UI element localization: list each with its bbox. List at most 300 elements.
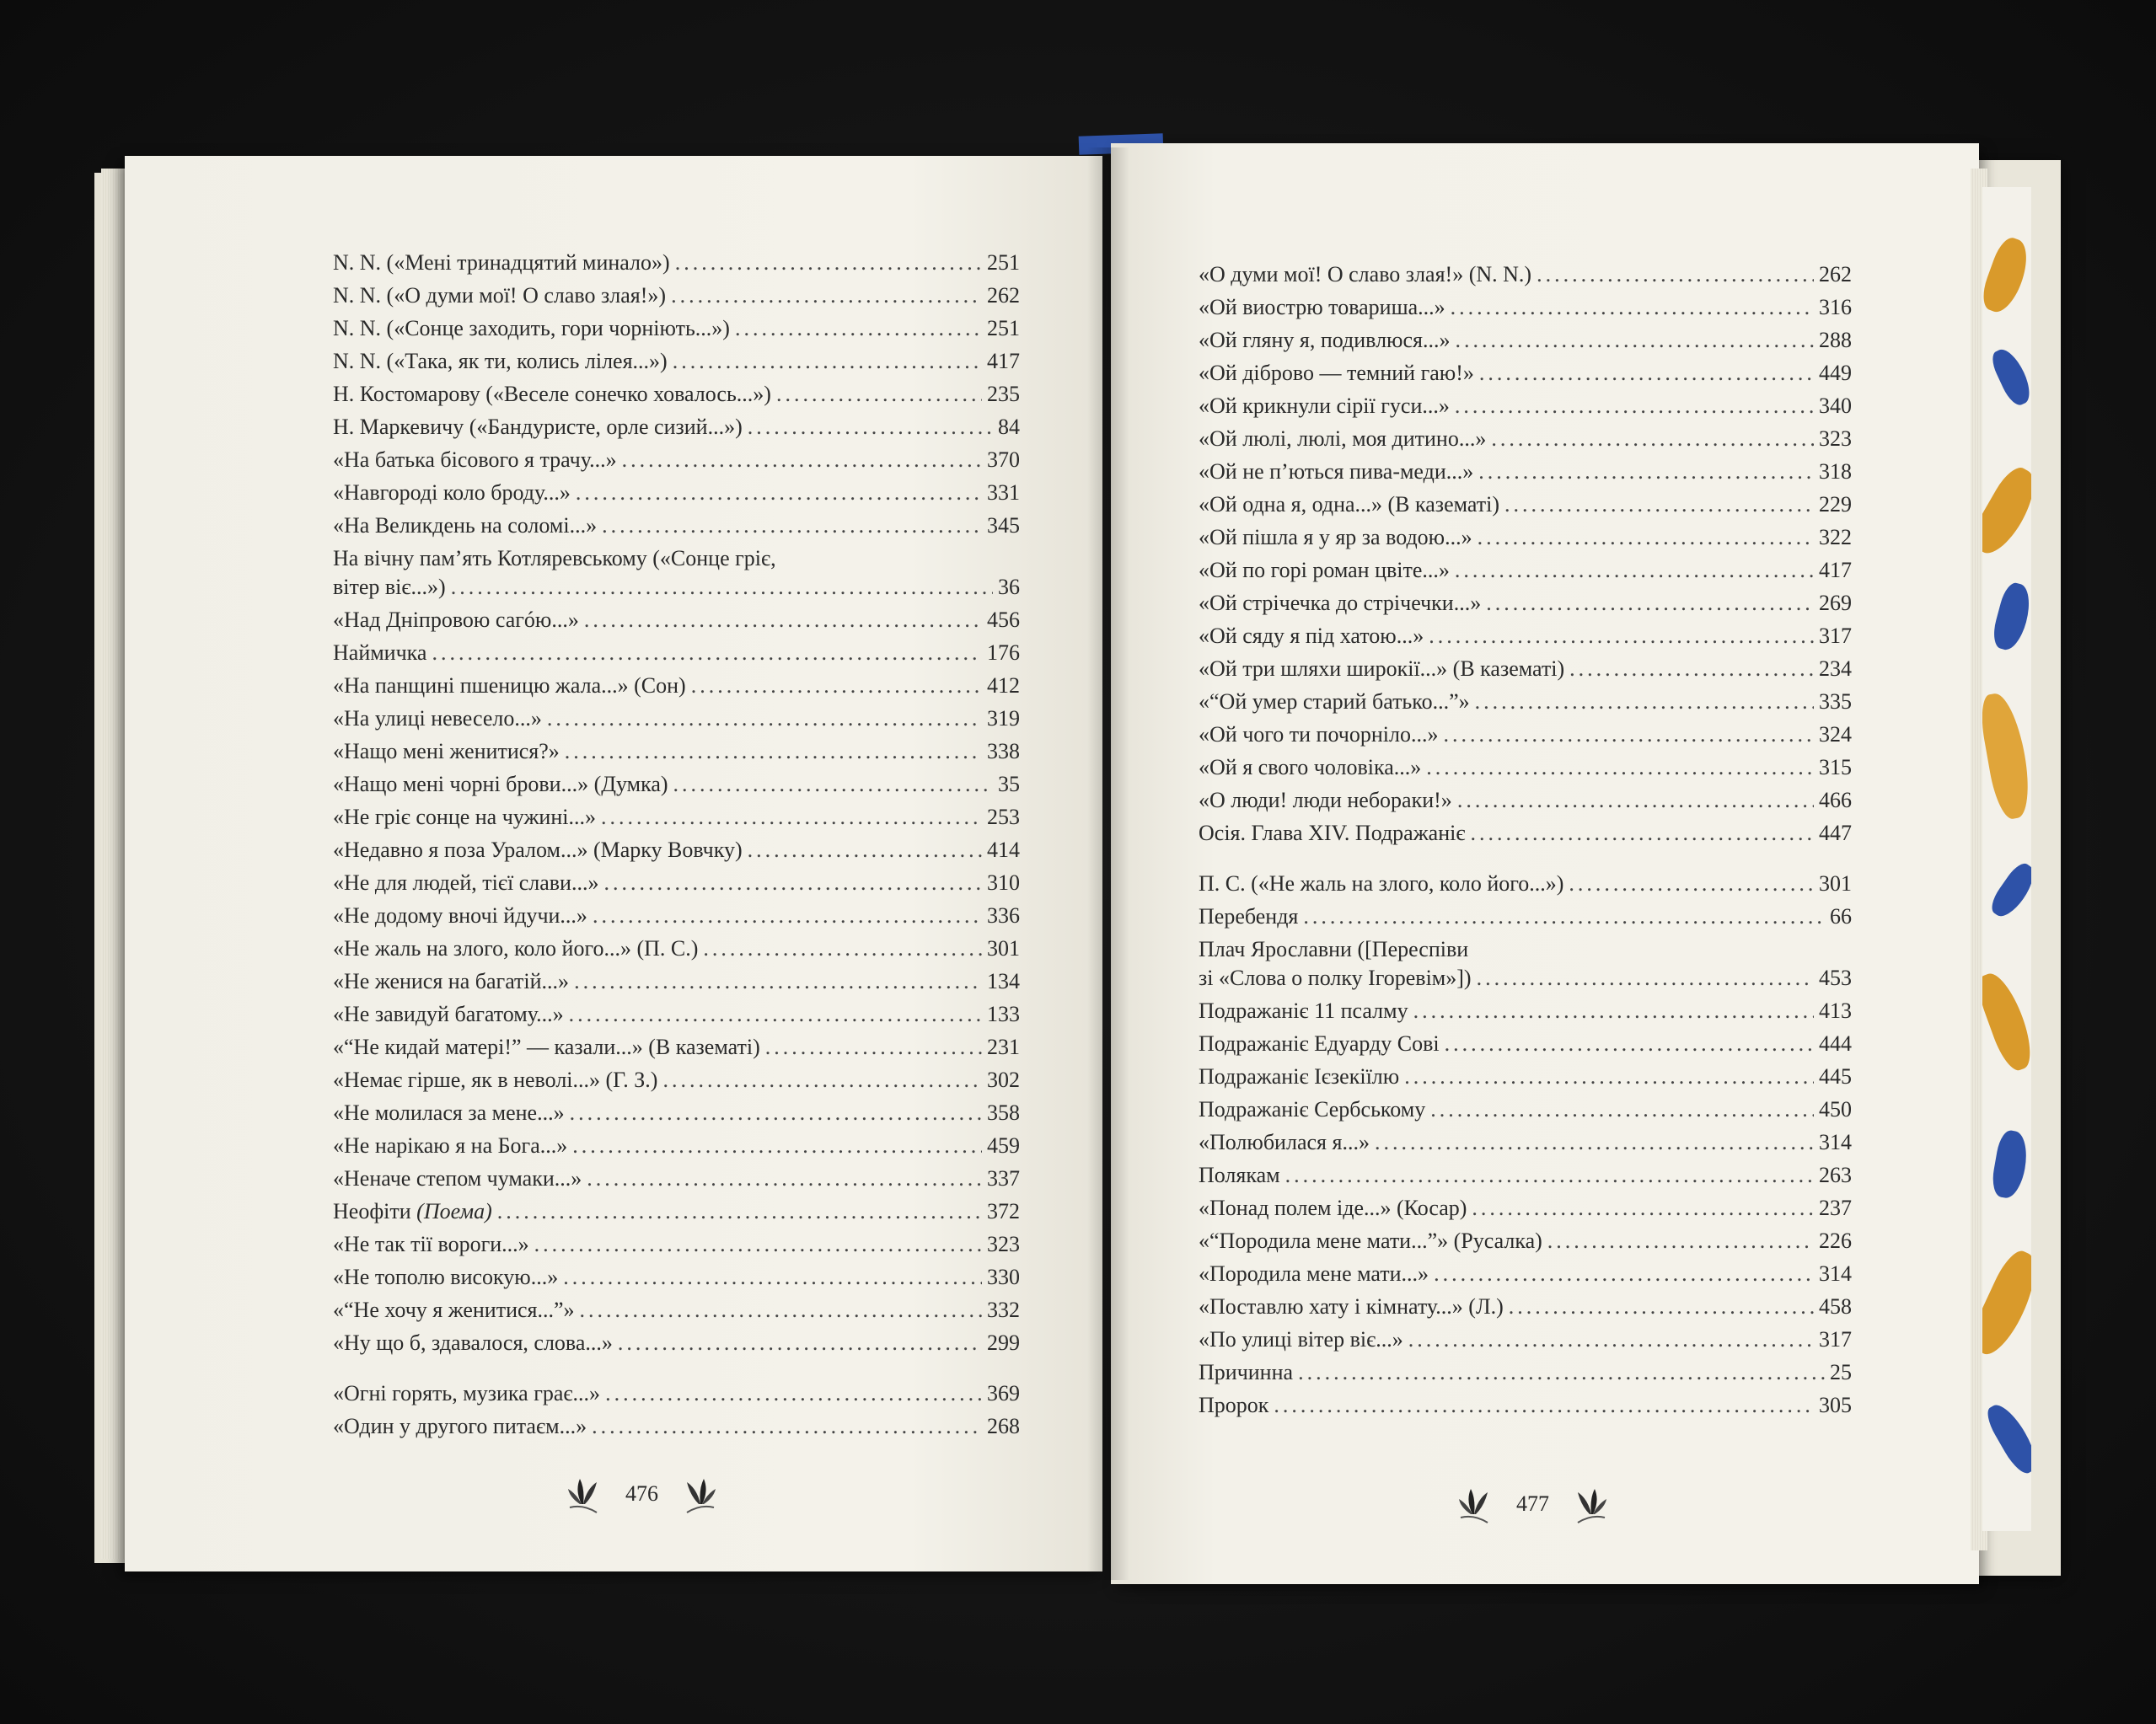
entry-page-number: 234 <box>1819 656 1852 681</box>
entry-title <box>1199 324 1450 356</box>
entry-page-number: 133 <box>987 1002 1020 1026</box>
entry-title <box>333 1129 567 1162</box>
entry-title <box>1199 356 1474 389</box>
index-entry <box>1199 258 1852 291</box>
entry-title-text: «Не нарікаю я на Бога...» <box>333 1133 568 1158</box>
entry-title <box>333 636 426 669</box>
index-entry <box>1199 324 1852 356</box>
index-list-right <box>1199 258 1852 1421</box>
entry-title-text: «Ой не п’ються пива-меди...» <box>1199 459 1474 484</box>
entry-page-number: 453 <box>1819 966 1852 990</box>
dot-leader <box>1303 900 1825 933</box>
dot-leader <box>603 866 982 899</box>
index-entry <box>1199 1191 1852 1224</box>
entry-page-number: 176 <box>987 640 1020 665</box>
entry-title-text: «О думи мої! О славо злая!» (N. N.) <box>1199 262 1532 286</box>
index-entry <box>333 246 1020 279</box>
dot-leader <box>671 279 982 312</box>
entry-title-text: Подражаніє Сербському <box>1199 1097 1426 1122</box>
entry-title-text: «Породила мене мати...» <box>1199 1261 1429 1286</box>
entry-title-text: «Ой по горі роман цвіте...» <box>1199 558 1450 582</box>
entry-page-number: 372 <box>987 1199 1020 1223</box>
entry-title <box>1199 1027 1440 1060</box>
entry-title <box>333 1031 760 1063</box>
index-entry <box>333 443 1020 476</box>
entry-page-number: 229 <box>1819 492 1852 517</box>
dot-leader <box>563 1261 982 1293</box>
entry-page-number: 338 <box>987 739 1020 763</box>
entry-page-number: 310 <box>987 870 1020 895</box>
index-list-left <box>333 246 1020 1443</box>
entry-title-text: «Ой я свого чоловіка...» <box>1199 755 1422 779</box>
entry-title-text: «Ой виострю товариша...» <box>1199 295 1445 319</box>
entry-page-number: 414 <box>987 838 1020 862</box>
entry-title-text: «Не додому вночі йдучи...» <box>333 903 587 928</box>
entry-title <box>333 932 698 965</box>
entry-title <box>1199 258 1531 291</box>
dot-leader <box>601 800 982 833</box>
dot-leader <box>1429 619 1814 652</box>
entry-title-text: Наймичка <box>333 640 427 665</box>
dot-leader <box>1274 1389 1814 1421</box>
entry-page-number: 226 <box>1819 1229 1852 1253</box>
entry-title-text: «Не молилася за мене...» <box>333 1100 565 1125</box>
entry-title <box>1199 422 1486 455</box>
entry-title-text: «Огні горять, музика грає...» <box>333 1381 601 1405</box>
entry-title <box>1199 816 1466 849</box>
dot-leader <box>605 1377 982 1410</box>
entry-page-number: 314 <box>1819 1130 1852 1154</box>
entry-title <box>333 833 743 866</box>
entry-title <box>333 1096 565 1129</box>
entry-title <box>1199 751 1421 784</box>
dot-leader <box>1404 1060 1814 1093</box>
entry-title <box>1199 1126 1370 1159</box>
entry-title <box>1199 867 1563 900</box>
entry-page-number: 231 <box>987 1035 1020 1059</box>
entry-title-text: «О люди! люди небораки!» <box>1199 788 1452 812</box>
dot-leader <box>675 246 982 279</box>
entry-page-number: 84 <box>998 415 1020 439</box>
index-entry <box>1199 1126 1852 1159</box>
entry-page-number: 235 <box>987 382 1020 406</box>
index-entry <box>333 866 1020 899</box>
dot-leader <box>748 833 982 866</box>
entry-page-number: 301 <box>987 936 1020 961</box>
entry-title-text: «Навгороді коло броду...» <box>333 480 571 505</box>
entry-title-text: «На Великдень на соломі...» <box>333 513 598 538</box>
page-number-left <box>563 1470 721 1518</box>
index-entry <box>333 636 1020 669</box>
entry-title <box>333 998 564 1031</box>
entry-page-number: 315 <box>1819 755 1852 779</box>
dot-leader <box>1479 356 1814 389</box>
dot-leader <box>1478 455 1814 488</box>
entry-page-number: 316 <box>1819 295 1852 319</box>
entry-page-number: 314 <box>1819 1261 1852 1286</box>
index-entry <box>333 1162 1020 1195</box>
entry-page-number: 331 <box>987 480 1020 505</box>
index-entry <box>333 1063 1020 1096</box>
dot-leader <box>569 998 982 1031</box>
entry-title <box>333 965 569 998</box>
index-entry <box>1199 900 1852 933</box>
entry-page-number: 305 <box>1819 1393 1852 1417</box>
entry-title-text: N. N. («Сонце заходить, гори чорніють...») <box>333 316 730 340</box>
entry-page-number: 322 <box>1819 525 1852 549</box>
entry-page-number: 251 <box>987 250 1020 275</box>
entry-title-continued: зі «Слова о полку Ігоревім»]) <box>1199 966 1472 990</box>
dot-leader <box>576 476 982 509</box>
entry-title <box>333 768 668 800</box>
dot-leader <box>1375 1126 1814 1159</box>
index-entry <box>333 345 1020 377</box>
tulip-ornament-icon <box>563 1470 610 1518</box>
dot-leader <box>691 669 982 702</box>
entry-page-number: 412 <box>987 673 1020 698</box>
dot-leader <box>1472 1191 1814 1224</box>
entry-title-text: «“Породила мене мати...”» (Русалка) <box>1199 1229 1542 1253</box>
entry-title-text: «Один у другого питаєм...» <box>333 1414 587 1438</box>
dot-leader <box>735 312 982 345</box>
entry-title-text: «Ой сяду я під хатою...» <box>1199 624 1424 648</box>
entry-title <box>333 345 668 377</box>
entry-page-number: 301 <box>1819 871 1852 896</box>
entry-page-number: 369 <box>987 1381 1020 1405</box>
entry-title <box>1199 389 1450 422</box>
entry-title <box>333 1162 582 1195</box>
entry-page-number: 370 <box>987 447 1020 472</box>
entry-page-number: 447 <box>1819 821 1852 845</box>
entry-title: Плач Ярославни ([Переспіви <box>1199 937 1469 961</box>
entry-page-number: 323 <box>987 1232 1020 1256</box>
index-entry <box>333 833 1020 866</box>
entry-title-text: «Ну що б, здавалося, слова...» <box>333 1330 613 1355</box>
dot-leader <box>1444 718 1815 751</box>
index-entry <box>1199 586 1852 619</box>
entry-title <box>1199 994 1408 1027</box>
dot-leader <box>1475 685 1814 718</box>
entry-page-number: 340 <box>1819 394 1852 418</box>
entry-title-text: «Не так тії вороги...» <box>333 1232 529 1256</box>
index-entry <box>1199 356 1852 389</box>
entry-title-text: «Ой крикнули сірії гуси...» <box>1199 394 1450 418</box>
entry-title <box>1199 488 1499 521</box>
dot-leader <box>1486 586 1814 619</box>
dot-leader <box>765 1031 982 1063</box>
entry-title <box>1199 1224 1542 1257</box>
dot-leader <box>673 345 982 377</box>
entry-page-number: 417 <box>1819 558 1852 582</box>
entry-title <box>333 1063 657 1096</box>
entry-page-number: 66 <box>1830 904 1852 929</box>
entry-title <box>333 410 743 443</box>
folio-number: 477 <box>1516 1491 1549 1516</box>
index-entry <box>333 1031 1020 1063</box>
index-entry <box>1199 1323 1852 1356</box>
entry-title <box>1199 586 1481 619</box>
entry-title-text: N. N. («Мені тринадцятий минало») <box>333 250 670 275</box>
index-entry <box>1199 1224 1852 1257</box>
entry-title <box>1199 291 1445 324</box>
index-entry <box>333 998 1020 1031</box>
entry-title <box>1199 619 1424 652</box>
entry-title <box>333 735 560 768</box>
index-entry <box>333 768 1020 800</box>
dot-leader <box>618 1326 982 1359</box>
index-entry <box>333 669 1020 702</box>
index-entry <box>333 932 1020 965</box>
entry-title-text: П. С. («Не жаль на злого, коло його...») <box>1199 871 1564 896</box>
entry-title-text: Подражаніє Едуарду Сові <box>1199 1031 1440 1056</box>
entry-title-text: «Ой люлі, люлі, моя дитино...» <box>1199 426 1487 451</box>
index-entry <box>333 1377 1020 1410</box>
entry-title-text: «Не тополю високую...» <box>333 1265 559 1289</box>
entry-title-text: «Не жаль на злого, коло його...» (П. С.) <box>333 936 699 961</box>
entry-page-number: 332 <box>987 1298 1020 1322</box>
entry-page-number: 336 <box>987 903 1020 928</box>
index-entry <box>333 965 1020 998</box>
dot-leader <box>587 1162 982 1195</box>
entry-page-number: 324 <box>1819 722 1852 747</box>
entry-page-number: 36 <box>998 575 1020 599</box>
entry-page-number: 317 <box>1819 1327 1852 1352</box>
dot-leader <box>602 509 982 542</box>
entry-page-number: 335 <box>1819 689 1852 714</box>
entry-title <box>333 509 597 542</box>
index-entry <box>333 279 1020 312</box>
entry-title <box>333 443 617 476</box>
dot-leader <box>574 965 982 998</box>
index-entry <box>333 603 1020 636</box>
dot-leader <box>1426 751 1814 784</box>
entry-title <box>333 476 571 509</box>
dot-leader <box>748 410 993 443</box>
dot-leader <box>662 1063 982 1096</box>
index-entry <box>1199 488 1852 521</box>
dot-leader <box>1455 324 1814 356</box>
dot-leader <box>1408 1323 1814 1356</box>
tulip-ornament-icon <box>673 1470 721 1518</box>
entry-page-number: 251 <box>987 316 1020 340</box>
dot-leader <box>1478 521 1814 554</box>
entry-title <box>1199 1060 1399 1093</box>
entry-page-number: 237 <box>1819 1196 1852 1220</box>
index-entry <box>333 1261 1020 1293</box>
entry-title-text: Перебендя <box>1199 904 1299 929</box>
entry-title-text: «Не женися на багатій...» <box>333 969 570 993</box>
dot-leader <box>547 702 982 735</box>
entry-title-text: «Понад полем іде...» (Косар) <box>1199 1196 1467 1220</box>
index-entry <box>333 1129 1020 1162</box>
index-entry <box>1199 1356 1852 1389</box>
entry-title <box>1199 685 1470 718</box>
entry-title-text: Осія. Глава XIV. Подражаніє <box>1199 821 1466 845</box>
entry-title-text: «По улиці вітер віє...» <box>1199 1327 1403 1352</box>
index-entry <box>333 1326 1020 1359</box>
index-entry <box>333 1228 1020 1261</box>
dot-leader <box>1569 652 1814 685</box>
entry-page-number: 302 <box>987 1068 1020 1092</box>
index-entry <box>333 1410 1020 1443</box>
index-entry <box>1199 1060 1852 1093</box>
entry-title <box>1199 554 1450 586</box>
dot-leader <box>622 443 982 476</box>
entry-page-number: 253 <box>987 805 1020 829</box>
tulip-ornament-icon <box>1564 1480 1612 1528</box>
entry-title <box>333 702 542 735</box>
entry-page-number: 263 <box>1819 1163 1852 1187</box>
index-entry <box>1199 521 1852 554</box>
index-entry <box>333 312 1020 345</box>
entry-title <box>333 279 666 312</box>
entry-title-text: «Ой одна я, одна...» (В казематі) <box>1199 492 1499 517</box>
entry-page-number: 337 <box>987 1166 1020 1191</box>
dot-leader <box>565 735 982 768</box>
entry-page-number: 318 <box>1819 459 1852 484</box>
dot-leader <box>534 1228 982 1261</box>
dot-leader <box>451 570 993 603</box>
entry-title: На вічну пам’ять Котляревському («Сонце гріє, <box>333 546 776 570</box>
entry-title-text: Причинна <box>1199 1360 1294 1384</box>
entry-page-number: 466 <box>1819 788 1852 812</box>
index-entry <box>1199 422 1852 455</box>
entry-title-text: «“Не кидай матері!” — казали...» (В казематі) <box>333 1035 760 1059</box>
entry-page-number: 330 <box>987 1265 1020 1289</box>
index-entry <box>333 735 1020 768</box>
entry-title <box>1199 1290 1504 1323</box>
entry-title-text: «Ой чого ти почорніло...» <box>1199 722 1439 747</box>
entry-title-text: Неофіти <box>333 1199 411 1223</box>
index-entry <box>333 800 1020 833</box>
entry-title-text: «“Не хочу я женитися...”» <box>333 1298 575 1322</box>
index-entry <box>1199 1027 1852 1060</box>
dot-leader <box>1504 488 1814 521</box>
entry-page-number: 450 <box>1819 1097 1852 1122</box>
index-entry <box>1199 867 1852 900</box>
entry-page-number: 288 <box>1819 328 1852 352</box>
entry-title-text: «Недавно я поза Уралом...» (Марку Вовчку) <box>333 838 743 862</box>
index-entry <box>333 1096 1020 1129</box>
dot-leader <box>1451 291 1814 324</box>
entry-title <box>333 899 587 932</box>
entry-title-text: «Немає гірше, як в неволі...» (Г. З.) <box>333 1068 658 1092</box>
dot-leader <box>1445 1027 1814 1060</box>
entry-title <box>333 1326 613 1359</box>
entry-title <box>333 1410 587 1443</box>
entry-title <box>1199 1159 1280 1191</box>
dot-leader <box>703 932 982 965</box>
entry-title <box>1199 900 1298 933</box>
entry-page-number: 445 <box>1819 1064 1852 1089</box>
entry-page-number: 134 <box>987 969 1020 993</box>
dot-leader <box>1471 816 1814 849</box>
index-entry <box>1199 1257 1852 1290</box>
index-entry <box>333 476 1020 509</box>
entry-page-number: 345 <box>987 513 1020 538</box>
entry-title-text: Пророк <box>1199 1393 1269 1417</box>
index-entry <box>1199 685 1852 718</box>
folio-number: 476 <box>625 1481 658 1506</box>
entry-title-text: N. N. («О думи мої! О славо злая!») <box>333 283 667 308</box>
index-entry <box>1199 652 1852 685</box>
entry-title-text: Н. Костомарову («Веселе сонечко ховалось...») <box>333 382 771 406</box>
entry-page-number: 269 <box>1819 591 1852 615</box>
entry-title <box>333 1377 600 1410</box>
entry-title-text: Подражаніє 11 псалму <box>1199 999 1408 1023</box>
entry-title <box>333 1228 529 1261</box>
index-entry <box>1199 619 1852 652</box>
index-entry <box>1199 291 1852 324</box>
entry-title-text: «Полюбилася я...» <box>1199 1130 1370 1154</box>
entry-title-continued: вітер віє...») <box>333 575 446 599</box>
entry-title-text: Подражаніє Ієзекіїлю <box>1199 1064 1400 1089</box>
index-entry <box>333 1195 1020 1228</box>
index-entry <box>1199 455 1852 488</box>
index-entry <box>1199 389 1852 422</box>
entry-page-number: 444 <box>1819 1031 1852 1056</box>
index-entry <box>333 509 1020 542</box>
entry-page-number: 323 <box>1819 426 1852 451</box>
dot-leader <box>1285 1159 1814 1191</box>
entry-title-text: «Ой стрічечка до стрічечки...» <box>1199 591 1482 615</box>
entry-title <box>1199 1389 1268 1421</box>
entry-title-text: «“Ой умер старий батько...”» <box>1199 689 1470 714</box>
entry-title-text: «Не гріє сонце на чужині...» <box>333 805 596 829</box>
dot-leader <box>1477 961 1814 994</box>
dot-leader <box>432 636 982 669</box>
entry-page-number: 458 <box>1819 1294 1852 1319</box>
entry-title-text: «Не завидуй багатому...» <box>333 1002 564 1026</box>
entry-title-text: «Ой три шляхи широкії...» (В казематі) <box>1199 656 1565 681</box>
entry-title-text: N. N. («Така, як ти, колись лілея...») <box>333 349 668 373</box>
dot-leader <box>1457 784 1814 816</box>
dot-leader <box>1491 422 1814 455</box>
entry-page-number: 299 <box>987 1330 1020 1355</box>
index-entry <box>333 1293 1020 1326</box>
dot-leader <box>1537 258 1814 291</box>
entry-title-text: «Над Дніпровою сагóю...» <box>333 608 579 632</box>
entry-title-text: Н. Маркевичу («Бандуристе, орле сизий...») <box>333 415 743 439</box>
index-entry <box>1199 994 1852 1027</box>
entry-title <box>333 312 730 345</box>
page-number-right <box>1454 1480 1612 1528</box>
entry-page-number: 459 <box>987 1133 1020 1158</box>
entry-page-number: 35 <box>998 772 1020 796</box>
entry-page-number: 268 <box>987 1414 1020 1438</box>
entry-page-number: 449 <box>1819 361 1852 385</box>
index-entry <box>1199 784 1852 816</box>
entry-title-text: «Неначе степом чумаки...» <box>333 1166 582 1191</box>
index-entry <box>1199 554 1852 586</box>
entry-title-text: «Поставлю хату і кімнату...» (Л.) <box>1199 1294 1504 1319</box>
dot-leader <box>673 768 993 800</box>
book-gutter <box>1087 147 1129 1580</box>
entry-title <box>333 1261 558 1293</box>
dot-leader <box>570 1096 982 1129</box>
index-entry <box>1199 1389 1852 1421</box>
entry-title-text: «Не для людей, тієї слави...» <box>333 870 599 895</box>
index-entry <box>1199 751 1852 784</box>
entry-title <box>1199 1257 1429 1290</box>
entry-title <box>1199 1356 1293 1389</box>
index-entry <box>1199 933 1852 994</box>
dot-leader <box>497 1195 982 1228</box>
entry-page-number: 358 <box>987 1100 1020 1125</box>
entry-title <box>1199 1323 1403 1356</box>
entry-title-text: «На панщині пшеницю жала...» (Сон) <box>333 673 686 698</box>
entry-title <box>333 669 686 702</box>
